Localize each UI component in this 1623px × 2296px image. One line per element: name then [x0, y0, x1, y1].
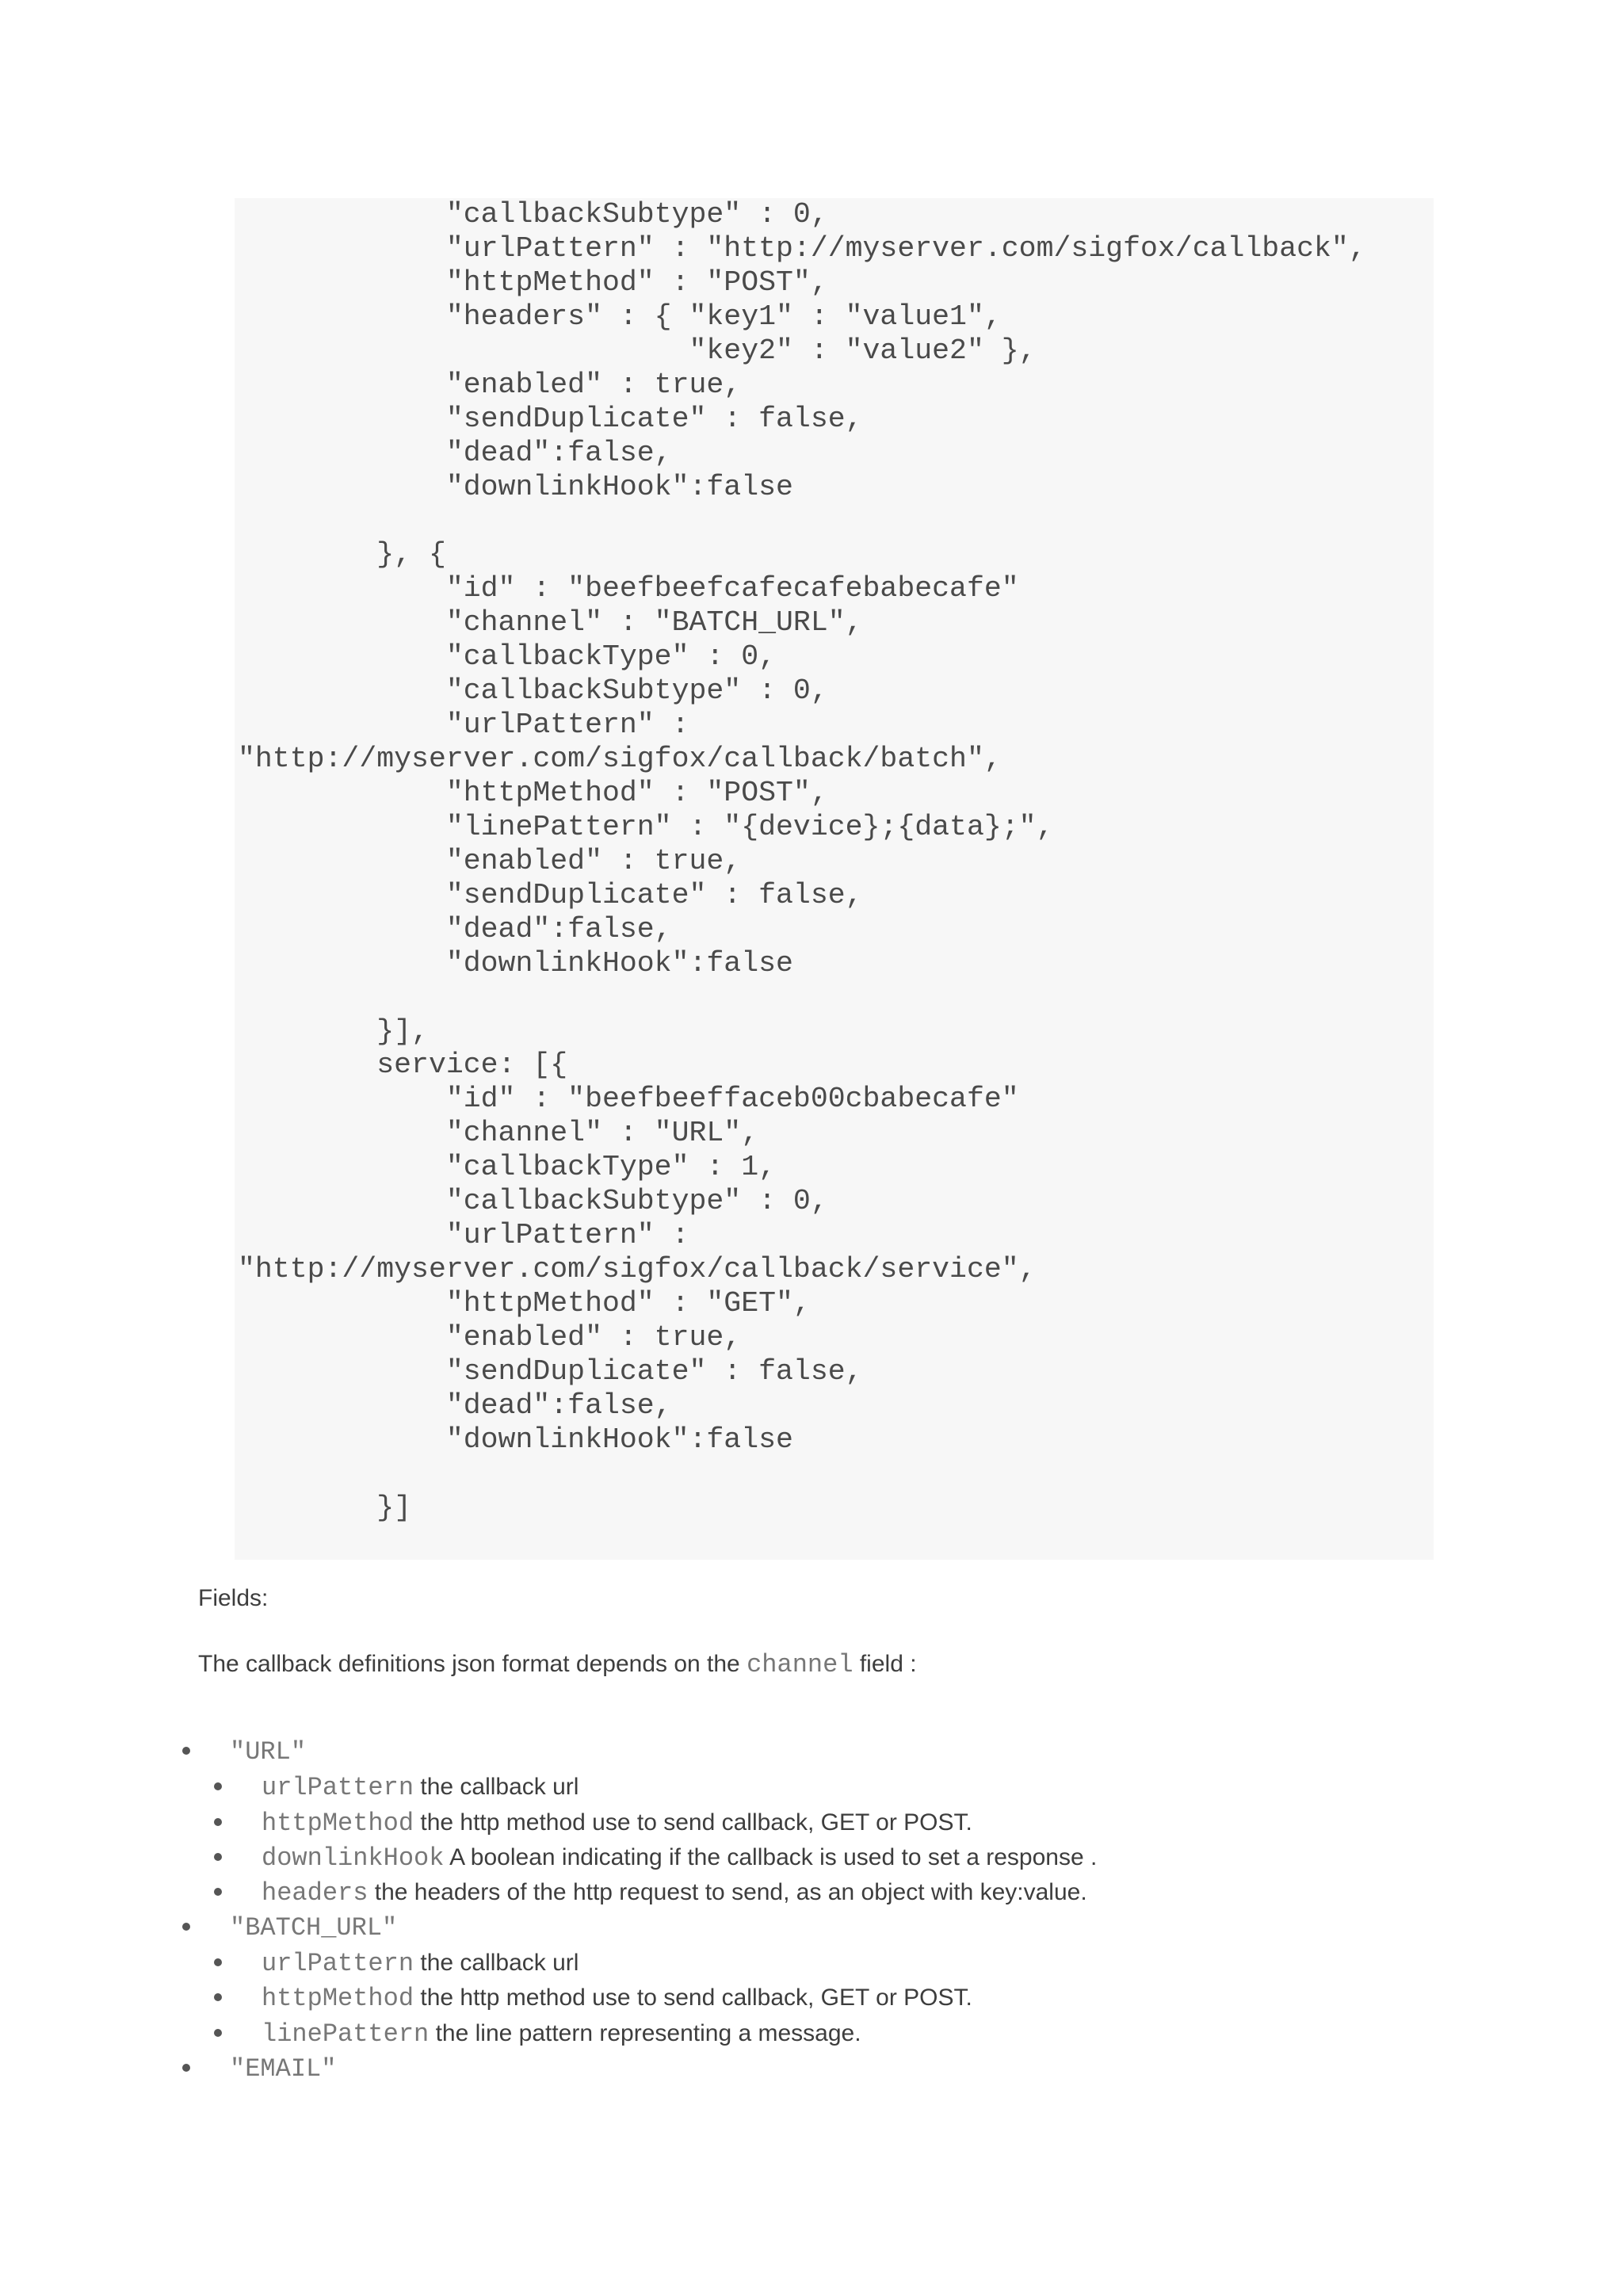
code-line: "urlPattern" :	[238, 709, 689, 742]
field-desc: the headers of the http request to send, as an object with key:value.	[368, 1879, 1087, 1905]
list-item	[262, 1771, 579, 1804]
code-line: "key2" : "value2" },	[238, 334, 1037, 367]
code-line: "http://myserver.com/sigfox/callback/batch",	[238, 743, 1002, 775]
bullet-icon	[214, 1958, 222, 1966]
code-line: "callbackSubtype" : 0,	[238, 1185, 828, 1218]
code-line: "enabled" : true,	[238, 1320, 742, 1354]
list-item	[262, 1982, 972, 2015]
code-line: "enabled" : true,	[238, 844, 742, 877]
code-line: "urlPattern" :	[238, 1219, 689, 1252]
field-code: urlPattern	[262, 1949, 414, 1978]
code-line: "callbackSubtype" : 0,	[238, 674, 828, 708]
code-line: "channel" : "BATCH_URL",	[238, 606, 863, 640]
fields-heading: Fields:	[198, 1585, 269, 1611]
intro-text-before: The callback definitions json format depends on the	[198, 1651, 747, 1677]
field-code: headers	[262, 1878, 369, 1908]
code-line: "linePattern" : "{device};{data};",	[238, 810, 1054, 843]
bullet-icon	[214, 1782, 222, 1790]
bullet-icon	[214, 2029, 222, 2037]
code-line: "sendDuplicate" : false,	[238, 878, 863, 911]
field-desc: the line pattern representing a message.	[429, 2020, 861, 2046]
intro-paragraph	[198, 1648, 917, 1681]
code-line: "callbackSubtype" : 0,	[238, 198, 828, 231]
field-desc: the callback url	[414, 1950, 579, 1976]
field-desc: A boolean indicating if the callback is used to set a response .	[444, 1844, 1098, 1870]
list-item	[262, 1947, 579, 1980]
code-line	[238, 981, 1366, 1015]
code-line: "downlinkHook":false	[238, 1423, 793, 1456]
code-line: "sendDuplicate" : false,	[238, 402, 863, 435]
list-item-batch-url	[230, 1912, 397, 1944]
list-item	[262, 1877, 1087, 1909]
code-line: "id" : "beefbeeffaceb00cbabecafe"	[238, 1083, 1019, 1116]
code-line: "channel" : "URL",	[238, 1117, 759, 1150]
code-line: "httpMethod" : "GET",	[238, 1287, 811, 1320]
code-line: "downlinkHook":false	[238, 946, 793, 980]
code-line: }],	[238, 1014, 429, 1048]
channel-name: "EMAIL"	[230, 2054, 337, 2084]
list-item-email	[230, 2053, 336, 2085]
code-line: "sendDuplicate" : false,	[238, 1354, 863, 1388]
code-line: "downlinkHook":false	[238, 470, 793, 503]
code-line: "dead":false,	[238, 436, 672, 469]
code-content	[238, 198, 1366, 1526]
field-code: linePattern	[262, 2019, 430, 2049]
code-line: "httpMethod" : "POST",	[238, 776, 828, 809]
field-code: downlinkHook	[262, 1843, 445, 1873]
intro-code-channel: channel	[747, 1650, 854, 1679]
bullet-icon	[182, 2064, 190, 2072]
field-code: httpMethod	[262, 1809, 414, 1838]
code-line: "id" : "beefbeefcafecafebabecafe"	[238, 572, 1019, 606]
field-desc: the http method use to send callback, GET or POST.	[414, 1809, 972, 1836]
code-line	[238, 1457, 1366, 1492]
bullet-icon	[182, 1747, 190, 1755]
code-line: "dead":false,	[238, 912, 672, 946]
bullet-icon	[214, 1818, 222, 1826]
code-line: "headers" : { "key1" : "value1",	[238, 300, 1002, 333]
bullet-icon	[214, 1993, 222, 2001]
list-item	[262, 1842, 1097, 1874]
code-line: "httpMethod" : "POST",	[238, 266, 828, 299]
channel-name: "URL"	[230, 1737, 307, 1767]
code-line: "http://myserver.com/sigfox/callback/service",	[238, 1253, 1037, 1286]
channel-name: "BATCH_URL"	[230, 1913, 398, 1943]
code-line: "callbackType" : 1,	[238, 1151, 777, 1184]
list-item	[262, 1807, 972, 1839]
code-line: "urlPattern" : "http://myserver.com/sigfox/callback",	[238, 231, 1366, 265]
field-desc: the callback url	[414, 1774, 579, 1800]
code-line: "dead":false,	[238, 1389, 672, 1422]
field-code: urlPattern	[262, 1773, 414, 1802]
code-line: }, {	[238, 538, 446, 571]
code-line: "enabled" : true,	[238, 368, 742, 401]
bullet-icon	[214, 1853, 222, 1861]
list-item-url	[230, 1736, 306, 1768]
field-desc: the http method use to send callback, GET or POST.	[414, 1985, 972, 2011]
list-item	[262, 2018, 861, 2050]
code-block	[235, 198, 1434, 1560]
code-line	[238, 504, 1366, 538]
intro-text-after: field :	[853, 1651, 917, 1677]
bullet-icon	[182, 1923, 190, 1931]
bullet-icon	[214, 1888, 222, 1896]
field-code: httpMethod	[262, 1984, 414, 2013]
code-line: service: [{	[238, 1049, 568, 1082]
code-line: }]	[238, 1491, 412, 1524]
code-line: "callbackType" : 0,	[238, 640, 777, 674]
